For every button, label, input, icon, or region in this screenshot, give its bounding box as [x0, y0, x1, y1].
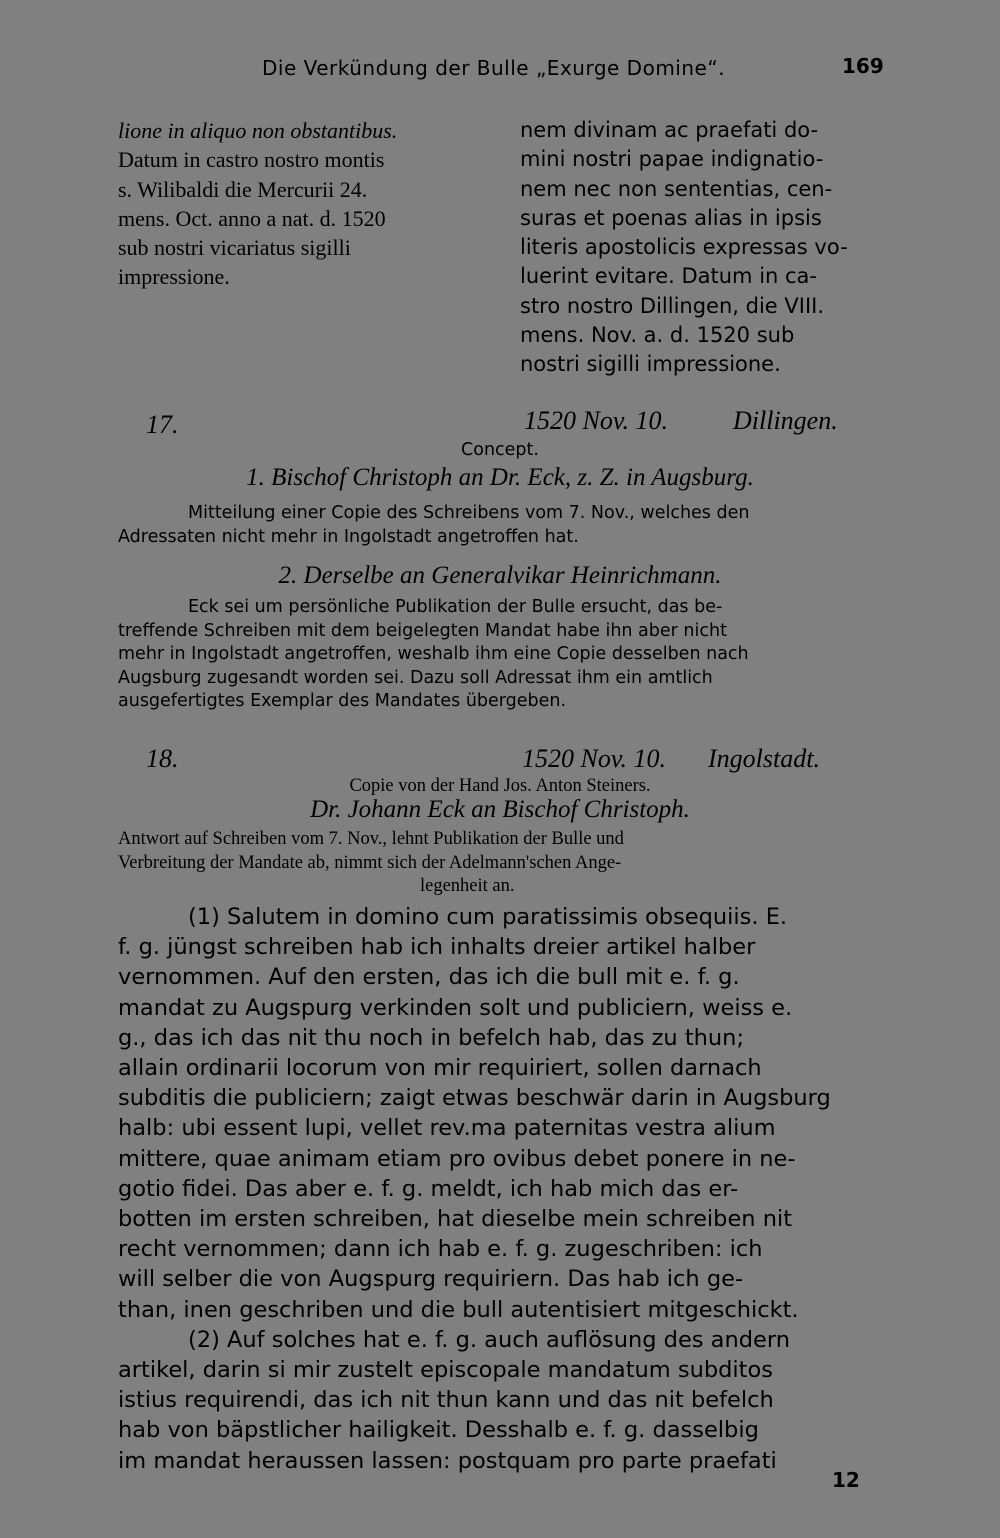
right-column-line: luerint evitare. Datum in ca- — [520, 264, 818, 289]
body-line: gotio fidei. Das aber e. f. g. meldt, ich hab mich das er- — [118, 1175, 739, 1202]
doc17-source: Concept. — [461, 440, 539, 460]
left-column-line: sub nostri vicariatus sigilli — [118, 235, 351, 261]
body-line: mittere, quae animam etiam pro ovibus debet ponere in ne- — [118, 1145, 796, 1172]
right-column-line: nem divinam ac praefati do- — [520, 118, 819, 142]
summary-line: Augsburg zugesandt worden sei. Dazu soll Adressat ihm ein amtlich — [118, 667, 713, 688]
doc17-item2-heading: 2. Derselbe an Generalvikar Heinrichmann. — [278, 562, 722, 589]
body-line: (2) Auf solches hat e. f. g. auch auflösung des andern — [188, 1326, 790, 1353]
left-column-line: mens. Oct. anno a nat. d. 1520 — [118, 205, 386, 231]
left-column-line: lione in aliquo non obstantibus. — [118, 118, 398, 143]
summary-line: Verbreitung der Mandate ab, nimmt sich der Adelmann'schen Ange- — [118, 852, 622, 873]
doc17-date: 1520 Nov. 10. — [524, 406, 668, 435]
right-column-line: stro nostro Dillingen, die VIII. — [520, 293, 825, 318]
summary-line: Antwort auf Schreiben vom 7. Nov., lehnt Publikation der Bulle und — [118, 829, 624, 849]
summary-line: legenheit an. — [420, 876, 515, 896]
body-line: recht vernommen; dann ich hab e. f. g. zugeschriben: ich — [118, 1236, 763, 1263]
body-line: artikel, darin si mir zustelt episcopale mandatum subditos — [118, 1357, 773, 1384]
summary-line: ausgefertigtes Exemplar des Mandates übergeben. — [118, 691, 567, 711]
left-column-line: Datum in castro nostro montis — [118, 147, 385, 173]
summary-line: mehr in Ingolstadt angetroffen, weshalb ihm eine Copie desselben nach — [118, 644, 749, 664]
body-line: (1) Salutem in domino cum paratissimis obsequiis. E. — [188, 904, 788, 930]
body-line: subditis die publiciern; zaigt etwas beschwär darin in Augsburg — [118, 1085, 831, 1112]
body-line: g., das ich das nit thu noch in befelch hab, das zu thun; — [118, 1024, 745, 1051]
doc18-place: Ingolstadt. — [708, 744, 820, 773]
summary-line: Eck sei um persönliche Publikation der Bulle ersucht, das be- — [188, 597, 723, 617]
doc18-body — [118, 902, 882, 1476]
running-header: Die Verkündung der Bulle „Exurge Domine“. — [262, 56, 726, 80]
body-line: allain ordinarii locorum von mir requiriert, sollen darnach — [118, 1055, 762, 1082]
doc18-heading: Dr. Johann Eck an Bischof Christoph. — [310, 796, 690, 823]
doc17-item1-summary — [118, 502, 882, 549]
right-column-line: literis apostolicis expressas vo- — [520, 235, 848, 260]
right-column — [520, 116, 888, 380]
body-line: than, inen geschriben und die bull autentisiert mitgeschickt. — [118, 1296, 799, 1323]
body-line: vernommen. Auf den ersten, das ich die bull mit e. f. g. — [118, 964, 740, 991]
doc18-source: Copie von der Hand Jos. Anton Steiners. — [349, 776, 651, 796]
body-line: im mandat heraussen lassen: postquam pro parte praefati — [118, 1447, 777, 1474]
doc17-item2-summary — [118, 596, 882, 714]
doc17-place: Dillingen. — [733, 406, 838, 435]
body-line: istius requirendi, das ich nit thun kann und das nit befelch — [118, 1387, 774, 1414]
right-column-line: nostri sigilli impressione. — [520, 352, 781, 377]
body-line: hab von bäpstlicher hailigkeit. Desshalb e. f. g. dasselbig — [118, 1417, 759, 1444]
doc17-item1-heading: 1. Bischof Christoph an Dr. Eck, z. Z. in Augsburg. — [246, 464, 754, 491]
right-column-line: mens. Nov. a. d. 1520 sub — [520, 323, 795, 348]
doc18-summary — [118, 828, 882, 899]
doc18-number: 18. — [146, 744, 179, 773]
summary-line: Adressaten nicht mehr in Ingolstadt angetroffen hat. — [118, 526, 579, 547]
doc18-date: 1520 Nov. 10. — [522, 744, 666, 773]
body-line: f. g. jüngst schreiben hab ich inhalts dreier artikel halber — [118, 934, 756, 961]
body-line: will selber die von Augspurg requiriern. Das hab ich ge- — [118, 1266, 744, 1293]
page-number: 169 — [842, 54, 884, 78]
doc17-number: 17. — [146, 410, 179, 439]
summary-line: Mitteilung einer Copie des Schreibens vom 7. Nov., welches den — [188, 503, 750, 523]
body-line: halb: ubi essent lupi, vellet rev.ma paternitas vestra alium — [118, 1115, 776, 1142]
body-line: mandat zu Augspurg verkinden solt und publiciern, weiss e. — [118, 994, 793, 1021]
body-line: botten im ersten schreiben, hat dieselbe mein schreiben nit — [118, 1206, 793, 1233]
right-column-line: nem nec non sententias, cen- — [520, 176, 833, 201]
right-column-line: mini nostri papae indignatio- — [520, 147, 824, 172]
signature-mark: 12 — [832, 1468, 860, 1492]
right-column-line: suras et poenas alias in ipsis — [520, 205, 822, 230]
left-column-line: s. Wilibaldi die Mercurii 24. — [118, 176, 368, 202]
left-column-line: impressione. — [118, 264, 230, 290]
summary-line: treffende Schreiben mit dem beigelegten Mandat habe ihn aber nicht — [118, 620, 727, 641]
left-column — [118, 116, 488, 292]
